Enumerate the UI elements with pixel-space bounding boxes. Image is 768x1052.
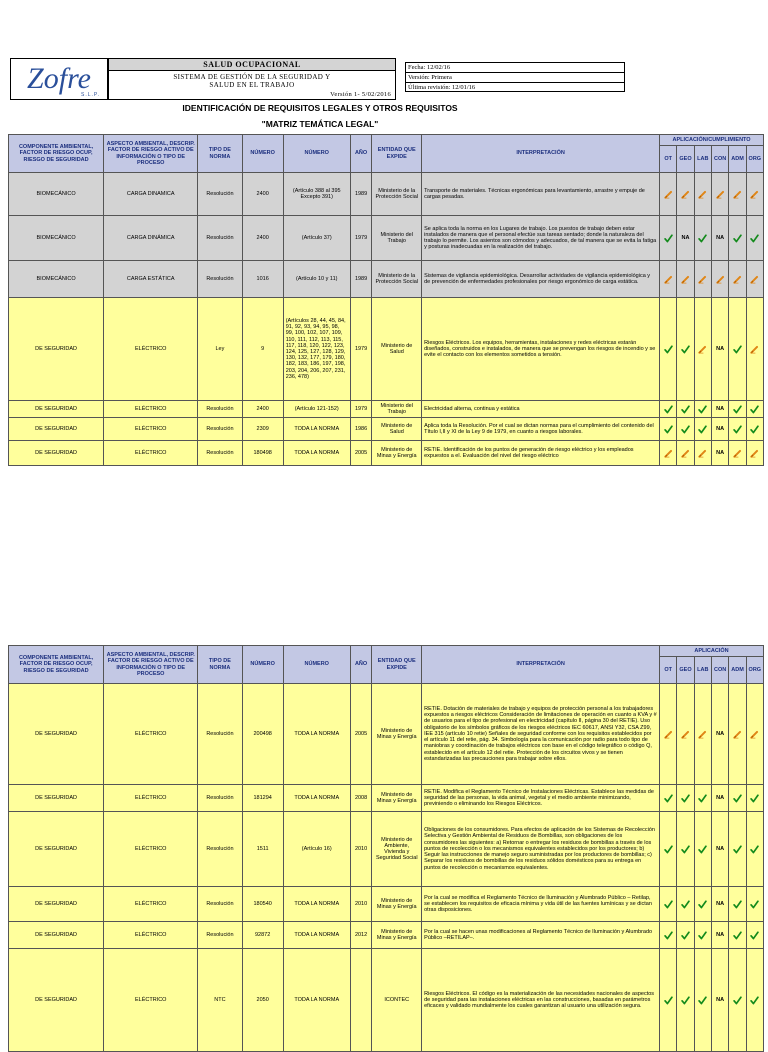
issuer-cell: Ministerio del Trabajo — [372, 216, 422, 261]
not-applicable-cell: NA — [711, 418, 728, 441]
legal-matrix-table-1 — [8, 134, 764, 466]
compliance-check-icon — [660, 949, 677, 1052]
pending-pencil-icon — [660, 261, 677, 298]
document-subtitle: "MATRIZ TEMÁTICA LEGAL" — [261, 119, 379, 129]
pending-pencil-icon — [694, 684, 711, 785]
year-cell: 2010 — [350, 887, 372, 922]
not-applicable-cell: NA — [711, 887, 728, 922]
aspect-cell: ELÉCTRICO — [104, 418, 198, 441]
compliance-check-icon — [677, 418, 694, 441]
logo-subtext: S.L.P. — [81, 92, 100, 98]
norm-type-cell: Resolución — [198, 418, 242, 441]
interpretation-cell: Electricidad alterna, continua y estática — [422, 401, 660, 418]
year-cell: 2010 — [350, 812, 372, 887]
component-cell: DE SEGURIDAD — [9, 812, 104, 887]
component-cell: DE SEGURIDAD — [9, 922, 104, 949]
compliance-check-icon — [729, 949, 746, 1052]
aspect-cell: CARGA DINÁMICA — [104, 216, 198, 261]
document-title: IDENTIFICACIÓN DE REQUISITOS LEGALES Y OTROS REQUISITOS — [182, 103, 458, 113]
aspect-cell: ELÉCTRICO — [104, 812, 198, 887]
norm-type-cell: Ley — [198, 298, 242, 401]
not-applicable-cell: NA — [711, 684, 728, 785]
component-cell: DE SEGURIDAD — [9, 949, 104, 1052]
article-cell: TODA LA NORMA — [283, 922, 350, 949]
table-row — [9, 441, 764, 466]
pending-pencil-icon — [729, 261, 746, 298]
compliance-check-icon — [677, 785, 694, 812]
interpretation-cell: RETIE. Modifica el Reglamento Técnico de Instalaciones Eléctricas. Establece las medidas de seguridad de las personas, la vida animal, vegetal y el medio ambiente minimizando, previniendo o eliminando los Riesgos Eléctricos. — [422, 785, 660, 812]
issuer-cell: Ministerio de Minas y Energía — [372, 441, 422, 466]
table-row — [9, 401, 764, 418]
table-row — [9, 949, 764, 1052]
column-header: ENTIDAD QUE EXPIDE — [372, 646, 422, 684]
column-header: INTERPRETACIÓN — [422, 646, 660, 684]
interpretation-cell: Riesgos Eléctricos. El código es la materialización de las necesidades nacionales de aspectos de seguridad para las instalaciones eléctricas en las construcciones, basadas en parámetros eficaces y validado mundialmente los cuales garantizan al usuario una utilización segura. — [422, 949, 660, 1052]
component-cell: DE SEGURIDAD — [9, 684, 104, 785]
column-header: COMPONENTE AMBIENTAL, FACTOR DE RIESGO OCUP, RIESGO DE SEGURIDAD — [9, 646, 104, 684]
aspect-cell: ELÉCTRICO — [104, 441, 198, 466]
pending-pencil-icon — [694, 441, 711, 466]
column-header: NÚMERO — [242, 135, 283, 173]
aspect-cell: ELÉCTRICO — [104, 401, 198, 418]
compliance-check-icon — [729, 812, 746, 887]
aspect-cell: ELÉCTRICO — [104, 298, 198, 401]
column-header: ASPECTO AMBIENTAL, DESCRIP. FACTOR DE RIESGO ACTIVO DE INFORMACIÓN O TIPO DE PROCESO — [104, 135, 198, 173]
document-title-box — [108, 58, 396, 100]
norm-type-cell: Resolución — [198, 785, 242, 812]
not-applicable-cell: NA — [711, 785, 728, 812]
compliance-check-icon — [694, 785, 711, 812]
year-cell: 1989 — [350, 261, 372, 298]
column-header: ASPECTO AMBIENTAL, DESCRIP. FACTOR DE RIESGO ACTIVO DE INFORMACIÓN O TIPO DE PROCESO — [104, 646, 198, 684]
subcolumn-header: LAB — [694, 657, 711, 684]
column-header: TIPO DE NORMA — [198, 646, 242, 684]
compliance-check-icon — [694, 418, 711, 441]
table-row — [9, 887, 764, 922]
pending-pencil-icon — [711, 173, 728, 216]
pending-pencil-icon — [677, 441, 694, 466]
article-cell: TODA LA NORMA — [283, 684, 350, 785]
article-cell: TODA LA NORMA — [283, 785, 350, 812]
subcolumn-header: CON — [711, 146, 728, 173]
compliance-check-icon — [746, 401, 763, 418]
aspect-cell: ELÉCTRICO — [104, 922, 198, 949]
aspect-cell: CARGA ESTÁTICA — [104, 261, 198, 298]
header-subtitle-1: SISTEMA DE GESTIÓN DE LA SEGURIDAD Y — [173, 73, 331, 81]
legal-matrix-table-2 — [8, 645, 764, 1052]
number-cell: 1511 — [242, 812, 283, 887]
year-cell: 1986 — [350, 418, 372, 441]
norm-type-cell: Resolución — [198, 812, 242, 887]
interpretation-cell: Por la cual se modifica el Reglamento Técnico de Iluminación y Alumbrado Público – Retilap, se establecen los requisitos de eficacia mínima y vida útil de las fuentes lumínicas y se dictan otras disposiciones. — [422, 887, 660, 922]
article-cell: (Artículo 10 y 11) — [283, 261, 350, 298]
article-cell: (Artículo 16) — [283, 812, 350, 887]
article-cell: (Artículo 121-152) — [283, 401, 350, 418]
interpretation-cell: RETIE. Identificación de los puntos de generación de riesgo eléctrico y los empleados expuestos a el. Evaluación del nivel del riesgo eléctrico — [422, 441, 660, 466]
table-row — [9, 216, 764, 261]
interpretation-cell: Aplica toda la Resolución. Por el cual se dictan normas para el cumplimiento del contenido del Título I,II y XI de la Ley 9 de 1979, en cuanto a riesgos laborales. — [422, 418, 660, 441]
article-cell: TODA LA NORMA — [283, 418, 350, 441]
issuer-cell: Ministerio del Trabajo — [372, 401, 422, 418]
number-cell: 2400 — [242, 216, 283, 261]
column-header: AÑO — [350, 135, 372, 173]
pending-pencil-icon — [711, 261, 728, 298]
number-cell: 181294 — [242, 785, 283, 812]
group-header: APLICACIÓN/CUMPLIMIENTO — [660, 135, 764, 146]
compliance-check-icon — [694, 812, 711, 887]
meta-revision: Última revisión: 12/01/16 — [408, 84, 476, 91]
pending-pencil-icon — [746, 684, 763, 785]
interpretation-cell: Riesgos Eléctricos. Los equipos, herramientas, instalaciones y redes eléctricas estarán diseñados, construidos e instalados, de manera que se prevengan los riesgos de incendio y se evite el contacto con los elementos sometidos a tensión. — [422, 298, 660, 401]
subcolumn-header: CON — [711, 657, 728, 684]
compliance-check-icon — [677, 812, 694, 887]
norm-type-cell: Resolución — [198, 261, 242, 298]
subcolumn-header: ORG — [746, 146, 763, 173]
pending-pencil-icon — [660, 684, 677, 785]
number-cell: 9 — [242, 298, 283, 401]
interpretation-cell: Transporte de materiales. Técnicas ergonómicas para levantamiento, arrastre y empuje de cargas pesadas. — [422, 173, 660, 216]
column-header: NÚMERO — [283, 646, 350, 684]
meta-version: Versión: Primera — [406, 73, 624, 83]
pending-pencil-icon — [694, 173, 711, 216]
header-version: Versión 1- 5/02/2016 — [330, 91, 391, 98]
compliance-check-icon — [729, 785, 746, 812]
number-cell: 2400 — [242, 173, 283, 216]
subcolumn-header: ADM — [729, 146, 746, 173]
norm-type-cell: Resolución — [198, 216, 242, 261]
compliance-check-icon — [694, 922, 711, 949]
issuer-cell: Ministerio de Salud — [372, 298, 422, 401]
pending-pencil-icon — [746, 441, 763, 466]
column-header: TIPO DE NORMA — [198, 135, 242, 173]
compliance-check-icon — [677, 949, 694, 1052]
aspect-cell: ELÉCTRICO — [104, 949, 198, 1052]
number-cell: 1016 — [242, 261, 283, 298]
header-subtitle-2: SALUD EN EL TRABAJO — [209, 81, 295, 89]
article-cell: (Artículo 388 al 395 Excepto 391) — [283, 173, 350, 216]
pending-pencil-icon — [746, 173, 763, 216]
pending-pencil-icon — [677, 684, 694, 785]
compliance-check-icon — [729, 922, 746, 949]
table-row — [9, 922, 764, 949]
aspect-cell: CARGA DINAMICA — [104, 173, 198, 216]
norm-type-cell: Resolución — [198, 684, 242, 785]
pending-pencil-icon — [694, 261, 711, 298]
compliance-check-icon — [660, 298, 677, 401]
year-cell: 2005 — [350, 684, 372, 785]
column-header: AÑO — [350, 646, 372, 684]
aspect-cell: ELÉCTRICO — [104, 684, 198, 785]
compliance-check-icon — [729, 298, 746, 401]
aspect-cell: ELÉCTRICO — [104, 887, 198, 922]
issuer-cell: Ministerio de Ambiente, Vivienda y Seguridad Social — [372, 812, 422, 887]
pending-pencil-icon — [729, 684, 746, 785]
not-applicable-cell: NA — [711, 949, 728, 1052]
pending-pencil-icon — [729, 441, 746, 466]
component-cell: DE SEGURIDAD — [9, 887, 104, 922]
norm-type-cell: Resolución — [198, 922, 242, 949]
issuer-cell: Ministerio de la Protección Social — [372, 173, 422, 216]
component-cell: DE SEGURIDAD — [9, 418, 104, 441]
issuer-cell: ICONTEC — [372, 949, 422, 1052]
pending-pencil-icon — [746, 261, 763, 298]
year-cell: 1979 — [350, 298, 372, 401]
pending-pencil-icon — [677, 173, 694, 216]
column-header: ENTIDAD QUE EXPIDE — [372, 135, 422, 173]
compliance-check-icon — [677, 922, 694, 949]
subcolumn-header: ADM — [729, 657, 746, 684]
subcolumn-header: OT — [660, 657, 677, 684]
subcolumn-header: LAB — [694, 146, 711, 173]
compliance-check-icon — [746, 887, 763, 922]
norm-type-cell: Resolución — [198, 887, 242, 922]
not-applicable-cell: NA — [711, 298, 728, 401]
compliance-check-icon — [746, 812, 763, 887]
table-row — [9, 812, 764, 887]
year-cell: 1979 — [350, 401, 372, 418]
not-applicable-cell: NA — [711, 401, 728, 418]
table-row — [9, 684, 764, 785]
compliance-check-icon — [660, 887, 677, 922]
table-row — [9, 298, 764, 401]
pending-pencil-icon — [729, 173, 746, 216]
column-header: NÚMERO — [283, 135, 350, 173]
norm-type-cell: Resolución — [198, 173, 242, 216]
issuer-cell: Ministerio de Minas y Energía — [372, 922, 422, 949]
pending-pencil-icon — [746, 298, 763, 401]
not-applicable-cell: NA — [711, 441, 728, 466]
compliance-check-icon — [660, 418, 677, 441]
pending-pencil-icon — [660, 173, 677, 216]
compliance-check-icon — [660, 401, 677, 418]
component-cell: DE SEGURIDAD — [9, 298, 104, 401]
interpretation-cell: Sistemas de vigilancia epidemiológica. Desarrollar actividades de vigilancia epidemiológica y de prevención de enfermedades profesionales por riesgo ergonómico de carga estática. — [422, 261, 660, 298]
table-row — [9, 261, 764, 298]
number-cell: 2050 — [242, 949, 283, 1052]
article-cell: (Artículo 37) — [283, 216, 350, 261]
component-cell: BIOMECÁNICO — [9, 216, 104, 261]
compliance-check-icon — [694, 887, 711, 922]
interpretation-cell: Obligaciones de los consumidores. Para efectos de aplicación de los Sistemas de Recolección Selectiva y Gestión Ambiental de Residuos de Bombillas, son obligaciones de los consumidores las siguientes: a) Retornar o entregar los residuos de bombillas a través de los puntos de recolección o los mecanismos equivalentes establecidos por los productores; b) Seguir las instrucciones de manejo seguro suministradas por los productores de bombillas; c) Separar los residuos de bombillas de los residuos sólidos domésticos para su entrega en puntos de recolección o mecanismos equivalentes. — [422, 812, 660, 887]
compliance-check-icon — [694, 216, 711, 261]
number-cell: 92872 — [242, 922, 283, 949]
column-header: COMPONENTE AMBIENTAL, FACTOR DE RIESGO OCUP, RIESGO DE SEGURIDAD — [9, 135, 104, 173]
compliance-check-icon — [729, 887, 746, 922]
not-applicable-cell: NA — [711, 216, 728, 261]
subcolumn-header: GEO — [677, 657, 694, 684]
column-header: INTERPRETACIÓN — [422, 135, 660, 173]
compliance-check-icon — [660, 785, 677, 812]
compliance-check-icon — [677, 298, 694, 401]
pending-pencil-icon — [677, 261, 694, 298]
issuer-cell: Ministerio de la Protección Social — [372, 261, 422, 298]
compliance-check-icon — [746, 949, 763, 1052]
compliance-check-icon — [660, 812, 677, 887]
table-row — [9, 173, 764, 216]
number-cell: 2309 — [242, 418, 283, 441]
component-cell: DE SEGURIDAD — [9, 441, 104, 466]
interpretation-cell: RETIE. Dotación de materiales de trabajo y equipos de protección personal a los trabajadores expuestos a riesgos eléctricos Consideración de limitaciones de operación en cuanto a KVA y # de usuarios para el tipo de profesional en electricidad (capítulo II, página 30 del RETIE). Uso obligatorio de los símbolos gráficos de los riesgos eléctricos IEC 60617, ANSI Y32, CSA Z99, IEE 315 (artículo 10 retie) Señales de seguridad conforme con los requisitos establecidos por el artículo 11 del retie, pág. 34. Simbología para la comunicación por radio para todo tipo de maniobras y coordinación de trabajos eléctricos con base en el código telegráfico o código Q, establecido en el artículo 12 del retie. Protección de los circuitos vivos y se tienen estandarizadas las precauciones para trabajar sobre ellos. — [422, 684, 660, 785]
article-cell: TODA LA NORMA — [283, 441, 350, 466]
compliance-check-icon — [694, 401, 711, 418]
subcolumn-header: ORG — [746, 657, 763, 684]
pending-pencil-icon — [694, 298, 711, 401]
year-cell: 2012 — [350, 922, 372, 949]
subcolumn-header: OT — [660, 146, 677, 173]
number-cell: 180540 — [242, 887, 283, 922]
year-cell: 1989 — [350, 173, 372, 216]
table-row — [9, 785, 764, 812]
component-cell: DE SEGURIDAD — [9, 401, 104, 418]
component-cell: BIOMECÁNICO — [9, 173, 104, 216]
compliance-check-icon — [746, 785, 763, 812]
norm-type-cell: NTC — [198, 949, 242, 1052]
issuer-cell: Ministerio de Minas y Energía — [372, 684, 422, 785]
compliance-check-icon — [729, 401, 746, 418]
article-cell: TODA LA NORMA — [283, 887, 350, 922]
document-meta-box — [405, 62, 625, 92]
company-logo — [10, 58, 108, 100]
issuer-cell: Ministerio de Salud — [372, 418, 422, 441]
aspect-cell: ELÉCTRICO — [104, 785, 198, 812]
compliance-check-icon — [694, 949, 711, 1052]
compliance-check-icon — [729, 418, 746, 441]
compliance-check-icon — [746, 418, 763, 441]
subcolumn-header: GEO — [677, 146, 694, 173]
header-title: SALUD OCUPACIONAL — [109, 59, 395, 71]
component-cell: BIOMECÁNICO — [9, 261, 104, 298]
number-cell: 180498 — [242, 441, 283, 466]
year-cell: 2005 — [350, 441, 372, 466]
year-cell — [350, 949, 372, 1052]
compliance-check-icon — [660, 216, 677, 261]
year-cell: 1979 — [350, 216, 372, 261]
issuer-cell: Ministerio de Minas y Energía — [372, 887, 422, 922]
article-cell: (Artículos 28, 44, 45, 84, 91, 92, 93, 94, 95, 98, 99, 100, 102, 107, 109, 110, 111, 112, 113, 115, 117, 118, 120, 122, 123, 124, 125, 127, 128, 129, 130, 132, 177, 179, 180, 182, 183, 186, 197, 198, 203, 204, 206, 207, 231, 236, 478) — [283, 298, 350, 401]
compliance-check-icon — [660, 922, 677, 949]
compliance-check-icon — [746, 216, 763, 261]
compliance-check-icon — [677, 887, 694, 922]
interpretation-cell: Por la cual se hacen unas modificaciones al Reglamento Técnico de Iluminación y Alumbrado Público –RETILAP–. — [422, 922, 660, 949]
number-cell: 2400 — [242, 401, 283, 418]
logo-text: Zofre — [27, 62, 91, 95]
not-applicable-cell: NA — [711, 812, 728, 887]
table-row — [9, 418, 764, 441]
norm-type-cell: Resolución — [198, 401, 242, 418]
norm-type-cell: Resolución — [198, 441, 242, 466]
compliance-check-icon — [729, 216, 746, 261]
component-cell: DE SEGURIDAD — [9, 785, 104, 812]
meta-date: Fecha: 12/02/16 — [406, 63, 624, 73]
compliance-check-icon — [677, 401, 694, 418]
article-cell: TODA LA NORMA — [283, 949, 350, 1052]
not-applicable-cell: NA — [711, 922, 728, 949]
number-cell: 200498 — [242, 684, 283, 785]
year-cell: 2008 — [350, 785, 372, 812]
interpretation-cell: Se aplica toda la norma en los Lugares de trabajo. Los puestos de trabajo deben estar instalados de manera que el personal efectúe sus tareas sentado; donde la naturaleza del trabajo lo permite. Los asientos son cómodos y adecuados, de tal manera que se evita la fatiga y posturas inadecuadas en la realización del trabajo. — [422, 216, 660, 261]
pending-pencil-icon — [660, 441, 677, 466]
not-applicable-cell: NA — [677, 216, 694, 261]
column-header: NÚMERO — [242, 646, 283, 684]
issuer-cell: Ministerio de Minas y Energía — [372, 785, 422, 812]
compliance-check-icon — [746, 922, 763, 949]
group-header: APLICACIÓN — [660, 646, 764, 657]
